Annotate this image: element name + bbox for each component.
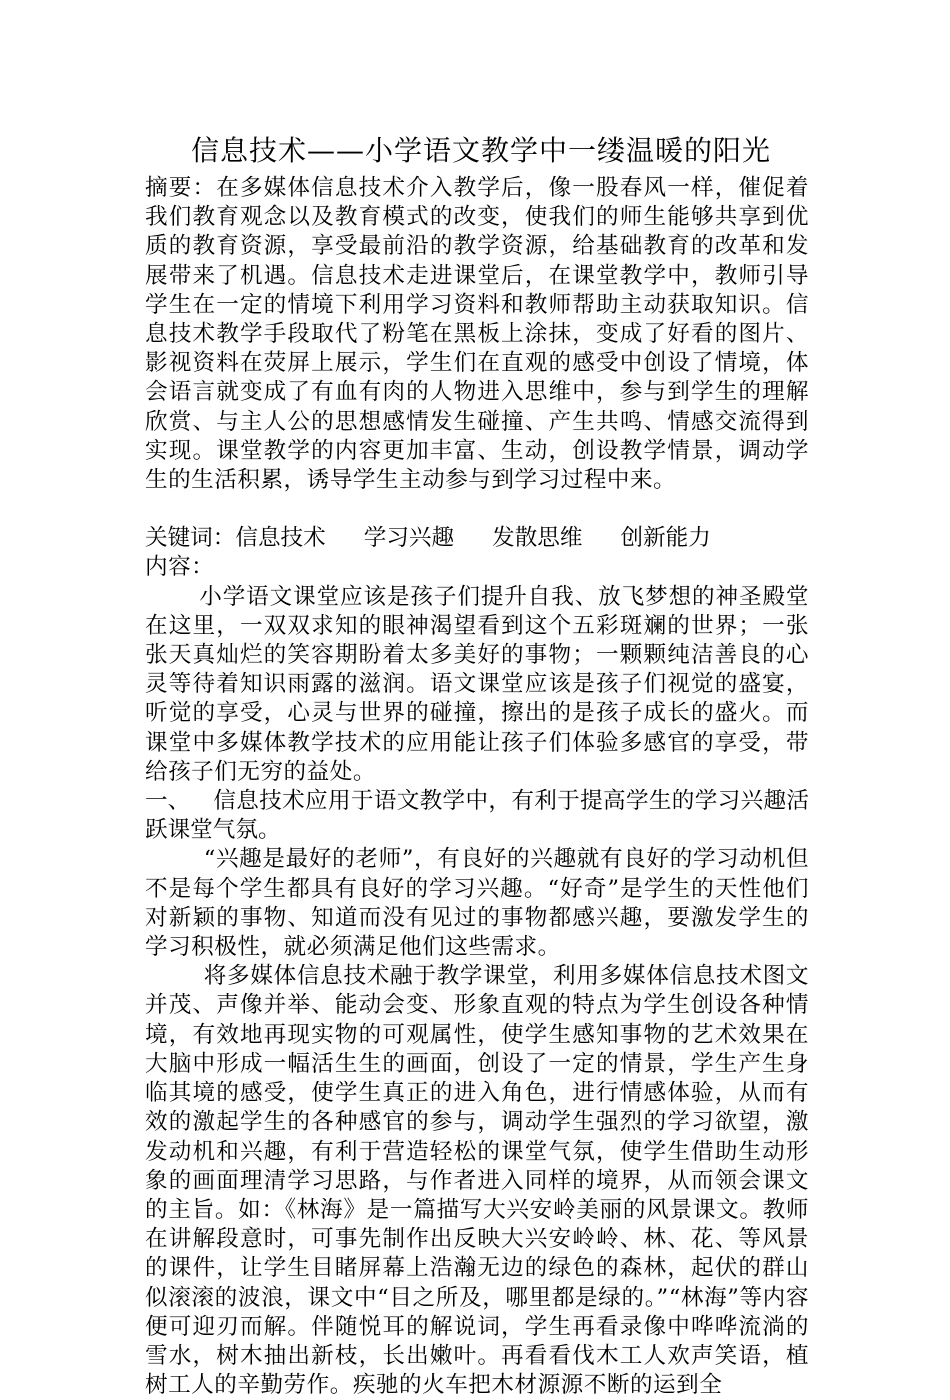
keyword-item: 信息技术 [235, 525, 326, 552]
section-heading-1 [145, 787, 809, 845]
document-page [145, 130, 809, 1400]
intro-paragraph: 小学语文课堂应该是孩子们提升自我、放飞梦想的神圣殿堂在这里，一双双求知的眼神渴望看到这个五彩斑斓的世界；一张张天真灿烂的笑容期盼着太多美好的事物；一颗颗纯洁善良的心灵等待着知识雨露的滋润。语文课堂应该是孩子们视觉的盛宴，听觉的享受，心灵与世界的碰撞，擦出的是孩子成长的盛火。而课堂中多媒体教学技术的应用能让孩子们体验多感官的享受，带给孩子们无穷的益处。 [145, 583, 809, 785]
keywords-line [145, 524, 809, 553]
keyword-item: 发散思维 [492, 525, 583, 552]
interest-paragraph: “兴趣是最好的老师”，有良好的兴趣就有良好的学习动机但不是每个学生都具有良好的学习兴趣。“好奇”是学生的天性他们对新颖的事物、知道而没有见过的事物都感兴趣，要激发学生的学习积极性，就必须满足他们这些需求。 [145, 846, 809, 961]
content-label: 内容： [145, 554, 215, 581]
multimedia-paragraph: 将多媒体信息技术融于教学课堂，利用多媒体信息技术图文并茂、声像并举、能动会变、形象直观的特点为学生创设各种情境，有效地再现实物的可观属性，使学生感知事物的艺术效果在大脑中形成一幅活生生的画面，创设了一定的情景，学生产生身临其境的感受，使学生真正的进入角色，进行情感体验，从而有效的激起学生的各种感官的参与，调动学生强烈的学习欲望，激发动机和兴趣，有利于营造轻松的课堂气氛，使学生借助生动形象的画面理清学习思路，与作者进入同样的境界，从而领会课文的主旨。如：《林海》是一篇描写大兴安岭美丽的风景课文。教师在讲解段意时，可事先制作出反映大兴安岭岭、林、花、等风景的课件，让学生目睹屏幕上浩瀚无边的绿色的森林，起伏的群山似滚滚的波浪，课文中“目之所及，哪里都是绿的。”“林海”等内容便可迎刃而解。伴随悦耳的解说词，学生再看录像中哗哗流淌的雪水，树木抽出新枝，长出嫩叶。再看看伐木工人欢声笑语，植树工人的辛勤劳作。疾驰的火车把木材源源不断的运到全 [145, 963, 809, 1399]
keyword-item: 学习兴趣 [363, 525, 455, 552]
keywords-label: 关键词： [145, 525, 236, 552]
section-number: 一、 [145, 788, 191, 815]
section-heading-text: 信息技术应用于语文教学中，有利于提高学生的学习兴趣活跃课堂气氛。 [145, 788, 809, 844]
blank-line [145, 495, 809, 524]
document-title: 信息技术——小学语文教学中一缕温暖的阳光 [190, 134, 771, 167]
keyword-item: 创新能力 [620, 525, 711, 552]
abstract-paragraph: 摘要：在多媒体信息技术介入教学后，像一股春风一样，催促着我们教育观念以及教育模式的改变，使我们的师生能够共享到优质的教育资源，享受最前沿的教学资源，给基础教育的改革和发展带来了机遇。信息技术走进课堂后，在课堂教学中，教师引导学生在一定的情境下利用学习资料和教师帮助主动获取知识。信息技术教学手段取代了粉笔在黑板上涂抹，变成了好看的图片、影视资料在荧屏上展示，学生们在直观的感受中创设了情境，体会语言就变成了有血有肉的人物进入思维中，参与到学生的理解欣赏、与主人公的思想感情发生碰撞、产生共鸣、情感交流得到实现。课堂教学的内容更加丰富、生动，创设教学情景，调动学生的生活积累，诱导学生主动参与到学习过程中来。 [145, 175, 809, 494]
